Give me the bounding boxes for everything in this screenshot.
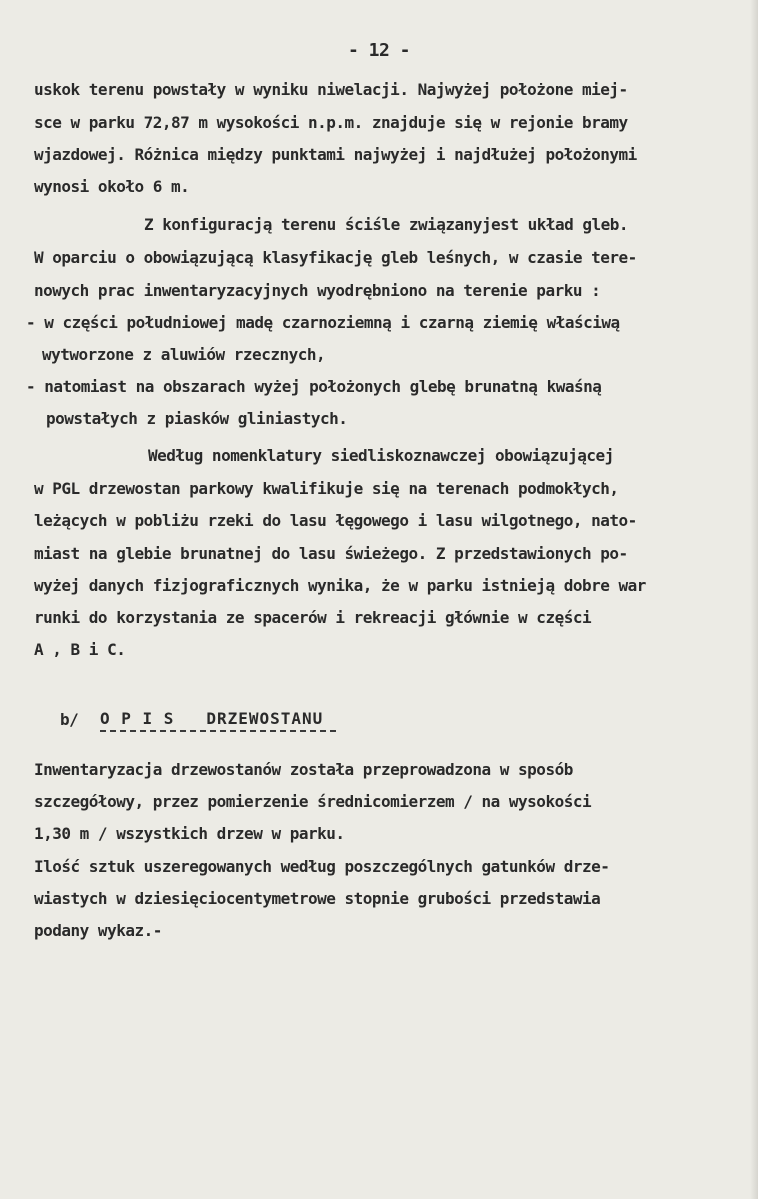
section-label: b/ (60, 710, 79, 729)
section-heading: O P I S DRZEWOSTANU (100, 709, 324, 728)
text-line: podany wykaz.- (34, 921, 162, 940)
text-line: miast na glebie brunatnej do lasu świeżego. Z przedstawionych po- (34, 544, 628, 563)
text-line: Z konfiguracją terenu ściśle związanyjest układ gleb. (144, 215, 629, 234)
text-line: sce w parku 72,87 m wysokości n.p.m. znajduje się w rejonie bramy (34, 113, 628, 132)
text-line: wiastych w dziesięciocentymetrowe stopnie grubości przedstawia (34, 889, 601, 908)
text-line: wytworzone z aluwiów rzecznych, (42, 345, 326, 364)
text-line: Ilość sztuk uszeregowanych według poszczególnych gatunków drze- (34, 857, 610, 876)
text-line: A , B i C. (34, 640, 126, 659)
text-line: wyżej danych fizjograficznych wynika, że w parku istnieją dobre war (34, 576, 646, 595)
text-line: leżących w pobliżu rzeki do lasu łęgowego i lasu wilgotnego, nato- (34, 511, 637, 530)
text-line: powstałych z piasków gliniastych. (46, 409, 348, 428)
text-line: wjazdowej. Różnica między punktami najwyżej i najdłużej położonymi (34, 145, 637, 164)
text-line: - w części południowej madę czarnoziemną i czarną ziemię właściwą (26, 313, 620, 332)
text-line: runki do korzystania ze spacerów i rekreacji głównie w części (34, 608, 592, 627)
page-number: - 12 - (347, 40, 411, 61)
text-line: w PGL drzewostan parkowy kwalifikuje się na terenach podmokłych, (34, 479, 619, 498)
text-line: szczegółowy, przez pomierzenie średnicomierzem / na wysokości (34, 792, 592, 811)
heading-underline (100, 730, 336, 732)
text-line: W oparciu o obowiązującą klasyfikację gleb leśnych, w czasie tere- (34, 248, 637, 267)
text-line: uskok terenu powstały w wyniku niwelacji. Najwyżej położone miej- (34, 80, 628, 99)
text-line: 1,30 m / wszystkich drzew w parku. (34, 824, 345, 843)
text-line: wynosi około 6 m. (34, 177, 190, 196)
text-line: nowych prac inwentaryzacyjnych wyodrębniono na terenie parku : (34, 281, 601, 300)
text-line: Inwentaryzacja drzewostanów została przeprowadzona w sposób (34, 760, 573, 779)
text-line: - natomiast na obszarach wyżej położonych glebę brunatną kwaśną (26, 377, 602, 396)
text-line: Według nomenklatury siedliskoznawczej obowiązującej (148, 446, 614, 465)
page-edge-shadow (750, 0, 758, 1199)
